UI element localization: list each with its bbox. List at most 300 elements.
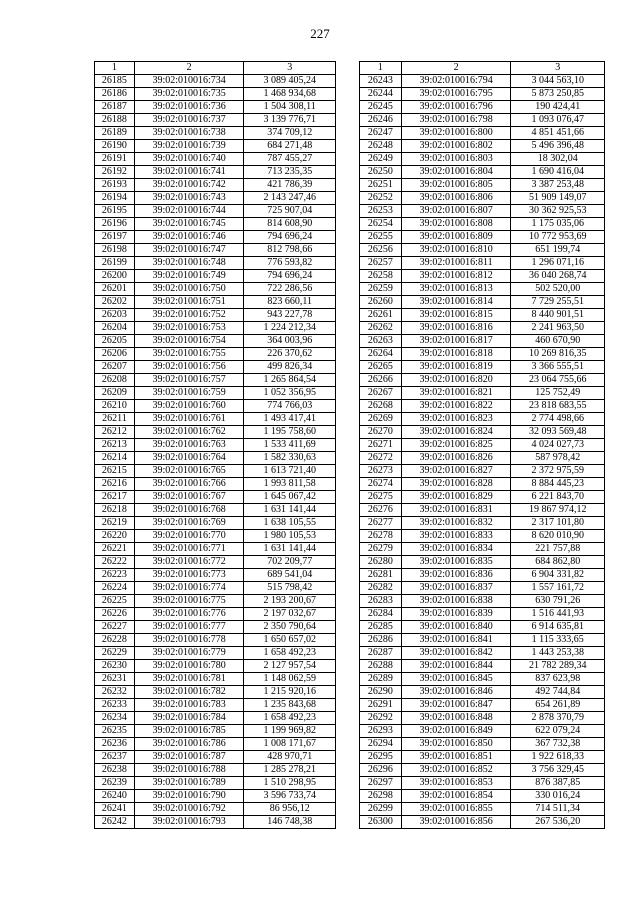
- table-row: [360, 738, 605, 751]
- cadastral-number-cell: 39:02:010016:765: [134, 465, 244, 478]
- value-cell: 21 782 289,34: [511, 660, 605, 673]
- value-cell: 267 536,20: [511, 816, 605, 829]
- value-cell: 23 064 755,66: [511, 374, 605, 387]
- cadastral-number-cell: 39:02:010016:784: [134, 712, 244, 725]
- row-number-cell: 26278: [360, 530, 402, 543]
- cadastral-number-cell: 39:02:010016:819: [401, 361, 511, 374]
- value-cell: 5 873 250,85: [511, 88, 605, 101]
- cadastral-number-cell: 39:02:010016:763: [134, 439, 244, 452]
- value-cell: 1 658 492,23: [244, 712, 336, 725]
- cadastral-number-cell: 39:02:010016:748: [134, 257, 244, 270]
- value-cell: 2 143 247,46: [244, 192, 336, 205]
- value-cell: 1 510 298,95: [244, 777, 336, 790]
- table-row: [95, 361, 336, 374]
- cadastral-number-cell: 39:02:010016:850: [401, 738, 511, 751]
- cadastral-number-cell: 39:02:010016:826: [401, 452, 511, 465]
- cadastral-number-cell: 39:02:010016:838: [401, 595, 511, 608]
- row-number-cell: 26241: [95, 803, 135, 816]
- table-row: [95, 322, 336, 335]
- value-cell: 8 440 901,51: [511, 309, 605, 322]
- row-number-cell: 26276: [360, 504, 402, 517]
- cadastral-number-cell: 39:02:010016:821: [401, 387, 511, 400]
- cadastral-number-cell: 39:02:010016:769: [134, 517, 244, 530]
- table-row: [95, 569, 336, 582]
- value-cell: 2 317 101,80: [511, 517, 605, 530]
- table-row: [360, 88, 605, 101]
- row-number-cell: 26214: [95, 452, 135, 465]
- row-number-cell: 26191: [95, 153, 135, 166]
- value-cell: 515 798,42: [244, 582, 336, 595]
- table-row: [95, 582, 336, 595]
- value-cell: 374 709,12: [244, 127, 336, 140]
- value-cell: 1 516 441,93: [511, 608, 605, 621]
- table-row: [360, 569, 605, 582]
- cadastral-number-cell: 39:02:010016:818: [401, 348, 511, 361]
- cadastral-number-cell: 39:02:010016:742: [134, 179, 244, 192]
- row-number-cell: 26274: [360, 478, 402, 491]
- table-row: [360, 374, 605, 387]
- row-number-cell: 26266: [360, 374, 402, 387]
- cadastral-number-cell: 39:02:010016:762: [134, 426, 244, 439]
- table-row: [95, 777, 336, 790]
- value-cell: 1 638 105,55: [244, 517, 336, 530]
- value-cell: 1 613 721,40: [244, 465, 336, 478]
- value-cell: 226 370,62: [244, 348, 336, 361]
- cadastral-number-cell: 39:02:010016:734: [134, 75, 244, 88]
- value-cell: 6 221 843,70: [511, 491, 605, 504]
- value-cell: 1 235 843,68: [244, 699, 336, 712]
- table-row: [360, 725, 605, 738]
- cadastral-number-cell: 39:02:010016:755: [134, 348, 244, 361]
- cadastral-number-cell: 39:02:010016:793: [134, 816, 244, 829]
- row-number-cell: 26279: [360, 543, 402, 556]
- value-cell: 2 878 370,79: [511, 712, 605, 725]
- cadastral-number-cell: 39:02:010016:820: [401, 374, 511, 387]
- table-row: [360, 257, 605, 270]
- table-row: [95, 595, 336, 608]
- value-cell: 684 862,80: [511, 556, 605, 569]
- cadastral-number-cell: 39:02:010016:853: [401, 777, 511, 790]
- row-number-cell: 26210: [95, 400, 135, 413]
- row-number-cell: 26194: [95, 192, 135, 205]
- table-row: [95, 660, 336, 673]
- table-row: [95, 556, 336, 569]
- table-row: [360, 530, 605, 543]
- table-row: [360, 673, 605, 686]
- value-cell: 3 387 253,48: [511, 179, 605, 192]
- table-row: [95, 179, 336, 192]
- cadastral-number-cell: 39:02:010016:744: [134, 205, 244, 218]
- column-header-2: 2: [401, 62, 511, 75]
- table-row: [360, 452, 605, 465]
- value-cell: 8 620 010,90: [511, 530, 605, 543]
- table-row: [360, 699, 605, 712]
- table-row: [95, 413, 336, 426]
- table-row: [360, 361, 605, 374]
- row-number-cell: 26221: [95, 543, 135, 556]
- table-row: [360, 218, 605, 231]
- row-number-cell: 26224: [95, 582, 135, 595]
- row-number-cell: 26258: [360, 270, 402, 283]
- table-row: [360, 608, 605, 621]
- table-row: [95, 127, 336, 140]
- row-number-cell: 26247: [360, 127, 402, 140]
- cadastral-number-cell: 39:02:010016:813: [401, 283, 511, 296]
- value-cell: 364 003,96: [244, 335, 336, 348]
- row-number-cell: 26298: [360, 790, 402, 803]
- table-row: [95, 244, 336, 257]
- cadastral-number-cell: 39:02:010016:807: [401, 205, 511, 218]
- cadastral-number-cell: 39:02:010016:828: [401, 478, 511, 491]
- row-number-cell: 26195: [95, 205, 135, 218]
- cadastral-number-cell: 39:02:010016:815: [401, 309, 511, 322]
- table-row: [95, 75, 336, 88]
- table-row: [360, 478, 605, 491]
- value-cell: 367 732,38: [511, 738, 605, 751]
- value-cell: 18 302,04: [511, 153, 605, 166]
- value-cell: 1 265 864,54: [244, 374, 336, 387]
- row-number-cell: 26201: [95, 283, 135, 296]
- cadastral-number-cell: 39:02:010016:802: [401, 140, 511, 153]
- value-cell: 3 596 733,74: [244, 790, 336, 803]
- table-row: [360, 491, 605, 504]
- value-cell: 1 195 758,60: [244, 426, 336, 439]
- cadastral-number-cell: 39:02:010016:750: [134, 283, 244, 296]
- table-row: [95, 374, 336, 387]
- table-row: [95, 491, 336, 504]
- cadastral-number-cell: 39:02:010016:752: [134, 309, 244, 322]
- cadastral-number-cell: 39:02:010016:764: [134, 452, 244, 465]
- value-cell: 1 650 657,02: [244, 634, 336, 647]
- value-cell: 1 922 618,33: [511, 751, 605, 764]
- row-number-cell: 26251: [360, 179, 402, 192]
- table-row: [360, 660, 605, 673]
- cadastral-number-cell: 39:02:010016:779: [134, 647, 244, 660]
- row-number-cell: 26209: [95, 387, 135, 400]
- table-row: [360, 400, 605, 413]
- value-cell: 630 791,26: [511, 595, 605, 608]
- cadastral-number-cell: 39:02:010016:804: [401, 166, 511, 179]
- value-cell: 1 148 062,59: [244, 673, 336, 686]
- row-number-cell: 26273: [360, 465, 402, 478]
- row-number-cell: 26211: [95, 413, 135, 426]
- table-row: [95, 439, 336, 452]
- cadastral-number-cell: 39:02:010016:851: [401, 751, 511, 764]
- table-row: [360, 504, 605, 517]
- cadastral-number-cell: 39:02:010016:745: [134, 218, 244, 231]
- row-number-cell: 26223: [95, 569, 135, 582]
- row-number-cell: 26216: [95, 478, 135, 491]
- row-number-cell: 26203: [95, 309, 135, 322]
- table-row: [360, 751, 605, 764]
- table-row: [95, 504, 336, 517]
- cadastral-number-cell: 39:02:010016:778: [134, 634, 244, 647]
- cadastral-number-cell: 39:02:010016:832: [401, 517, 511, 530]
- cadastral-number-cell: 39:02:010016:803: [401, 153, 511, 166]
- column-header-1: 1: [95, 62, 135, 75]
- row-number-cell: 26213: [95, 439, 135, 452]
- value-cell: 460 670,90: [511, 335, 605, 348]
- row-number-cell: 26186: [95, 88, 135, 101]
- table-row: [360, 582, 605, 595]
- value-cell: 5 496 396,48: [511, 140, 605, 153]
- cadastral-number-cell: 39:02:010016:837: [401, 582, 511, 595]
- row-number-cell: 26234: [95, 712, 135, 725]
- value-cell: 587 978,42: [511, 452, 605, 465]
- table-row: [360, 790, 605, 803]
- value-cell: 787 455,27: [244, 153, 336, 166]
- table-row: [360, 192, 605, 205]
- column-header-2: 2: [134, 62, 244, 75]
- table-row: [95, 673, 336, 686]
- cadastral-table-left: [94, 61, 336, 829]
- value-cell: 1 468 934,68: [244, 88, 336, 101]
- table-row: [95, 270, 336, 283]
- row-number-cell: 26226: [95, 608, 135, 621]
- row-number-cell: 26297: [360, 777, 402, 790]
- cadastral-number-cell: 39:02:010016:798: [401, 114, 511, 127]
- table-row: [360, 387, 605, 400]
- page-number: 227: [310, 26, 330, 41]
- value-cell: 1 115 333,65: [511, 634, 605, 647]
- cadastral-number-cell: 39:02:010016:782: [134, 686, 244, 699]
- row-number-cell: 26261: [360, 309, 402, 322]
- value-cell: 221 757,88: [511, 543, 605, 556]
- value-cell: 125 752,49: [511, 387, 605, 400]
- row-number-cell: 26250: [360, 166, 402, 179]
- table-row: [360, 621, 605, 634]
- value-cell: 499 826,34: [244, 361, 336, 374]
- value-cell: 876 387,85: [511, 777, 605, 790]
- row-number-cell: 26200: [95, 270, 135, 283]
- value-cell: 10 269 816,35: [511, 348, 605, 361]
- value-cell: 4 851 451,66: [511, 127, 605, 140]
- cadastral-number-cell: 39:02:010016:774: [134, 582, 244, 595]
- value-cell: 2 197 032,67: [244, 608, 336, 621]
- cadastral-number-cell: 39:02:010016:770: [134, 530, 244, 543]
- cadastral-number-cell: 39:02:010016:855: [401, 803, 511, 816]
- table-row: [360, 803, 605, 816]
- cadastral-number-cell: 39:02:010016:749: [134, 270, 244, 283]
- value-cell: 2 372 975,59: [511, 465, 605, 478]
- column-header-1: 1: [360, 62, 402, 75]
- table-row: [360, 634, 605, 647]
- value-cell: 1 493 417,41: [244, 413, 336, 426]
- cadastral-number-cell: 39:02:010016:796: [401, 101, 511, 114]
- row-number-cell: 26283: [360, 595, 402, 608]
- table-row: [360, 413, 605, 426]
- table-row: [95, 647, 336, 660]
- table-row: [360, 686, 605, 699]
- table-row: [95, 387, 336, 400]
- row-number-cell: 26299: [360, 803, 402, 816]
- cadastral-number-cell: 39:02:010016:775: [134, 595, 244, 608]
- value-cell: 6 914 635,81: [511, 621, 605, 634]
- value-cell: 3 366 555,51: [511, 361, 605, 374]
- cadastral-number-cell: 39:02:010016:809: [401, 231, 511, 244]
- cadastral-number-cell: 39:02:010016:812: [401, 270, 511, 283]
- cadastral-number-cell: 39:02:010016:795: [401, 88, 511, 101]
- table-row: [360, 101, 605, 114]
- row-number-cell: 26282: [360, 582, 402, 595]
- cadastral-number-cell: 39:02:010016:736: [134, 101, 244, 114]
- cadastral-number-cell: 39:02:010016:766: [134, 478, 244, 491]
- cadastral-number-cell: 39:02:010016:780: [134, 660, 244, 673]
- table-row: [95, 816, 336, 829]
- row-number-cell: 26225: [95, 595, 135, 608]
- table-row: [95, 426, 336, 439]
- row-number-cell: 26262: [360, 322, 402, 335]
- table-row: [360, 127, 605, 140]
- row-number-cell: 26286: [360, 634, 402, 647]
- cadastral-number-cell: 39:02:010016:746: [134, 231, 244, 244]
- row-number-cell: 26190: [95, 140, 135, 153]
- cadastral-number-cell: 39:02:010016:849: [401, 725, 511, 738]
- value-cell: 8 884 445,23: [511, 478, 605, 491]
- value-cell: 2 127 957,54: [244, 660, 336, 673]
- row-number-cell: 26232: [95, 686, 135, 699]
- value-cell: 722 286,56: [244, 283, 336, 296]
- row-number-cell: 26185: [95, 75, 135, 88]
- value-cell: 32 093 569,48: [511, 426, 605, 439]
- cadastral-number-cell: 39:02:010016:754: [134, 335, 244, 348]
- table-row: [360, 270, 605, 283]
- value-cell: 30 362 925,53: [511, 205, 605, 218]
- cadastral-number-cell: 39:02:010016:783: [134, 699, 244, 712]
- table-row: [95, 218, 336, 231]
- table-row: [95, 257, 336, 270]
- value-cell: 3 756 329,45: [511, 764, 605, 777]
- cadastral-number-cell: 39:02:010016:753: [134, 322, 244, 335]
- row-number-cell: 26188: [95, 114, 135, 127]
- cadastral-number-cell: 39:02:010016:790: [134, 790, 244, 803]
- value-cell: 1 443 253,38: [511, 647, 605, 660]
- cadastral-number-cell: 39:02:010016:781: [134, 673, 244, 686]
- table-row: [360, 166, 605, 179]
- row-number-cell: 26197: [95, 231, 135, 244]
- row-number-cell: 26295: [360, 751, 402, 764]
- value-cell: 794 696,24: [244, 231, 336, 244]
- table-row: [360, 816, 605, 829]
- row-number-cell: 26233: [95, 699, 135, 712]
- table-row: [360, 439, 605, 452]
- table-row: [360, 517, 605, 530]
- table-row: [360, 296, 605, 309]
- row-number-cell: 26263: [360, 335, 402, 348]
- cadastral-number-cell: 39:02:010016:825: [401, 439, 511, 452]
- value-cell: 23 818 683,55: [511, 400, 605, 413]
- row-number-cell: 26284: [360, 608, 402, 621]
- row-number-cell: 26222: [95, 556, 135, 569]
- cadastral-table-right: [359, 61, 605, 829]
- table-row: [95, 283, 336, 296]
- cadastral-number-cell: 39:02:010016:836: [401, 569, 511, 582]
- cadastral-number-cell: 39:02:010016:760: [134, 400, 244, 413]
- cadastral-number-cell: 39:02:010016:761: [134, 413, 244, 426]
- row-number-cell: 26288: [360, 660, 402, 673]
- table-row: [360, 712, 605, 725]
- value-cell: 713 235,35: [244, 166, 336, 179]
- row-number-cell: 26198: [95, 244, 135, 257]
- row-number-cell: 26212: [95, 426, 135, 439]
- value-cell: 943 227,78: [244, 309, 336, 322]
- row-number-cell: 26231: [95, 673, 135, 686]
- cadastral-number-cell: 39:02:010016:854: [401, 790, 511, 803]
- table-row: [95, 205, 336, 218]
- row-number-cell: 26206: [95, 348, 135, 361]
- table-row: [95, 725, 336, 738]
- cadastral-number-cell: 39:02:010016:816: [401, 322, 511, 335]
- cadastral-number-cell: 39:02:010016:834: [401, 543, 511, 556]
- value-cell: 7 729 255,51: [511, 296, 605, 309]
- cadastral-number-cell: 39:02:010016:814: [401, 296, 511, 309]
- row-number-cell: 26289: [360, 673, 402, 686]
- cadastral-number-cell: 39:02:010016:739: [134, 140, 244, 153]
- table-row: [95, 543, 336, 556]
- row-number-cell: 26291: [360, 699, 402, 712]
- value-cell: 2 193 200,67: [244, 595, 336, 608]
- cadastral-number-cell: 39:02:010016:789: [134, 777, 244, 790]
- table-row: [360, 348, 605, 361]
- row-number-cell: 26242: [95, 816, 135, 829]
- row-number-cell: 26235: [95, 725, 135, 738]
- cadastral-number-cell: 39:02:010016:822: [401, 400, 511, 413]
- cadastral-number-cell: 39:02:010016:787: [134, 751, 244, 764]
- value-cell: 1 980 105,53: [244, 530, 336, 543]
- table-row: [95, 712, 336, 725]
- row-number-cell: 26268: [360, 400, 402, 413]
- row-number-cell: 26189: [95, 127, 135, 140]
- value-cell: 1 215 920,16: [244, 686, 336, 699]
- row-number-cell: 26285: [360, 621, 402, 634]
- table-row: [95, 400, 336, 413]
- table-row: [360, 153, 605, 166]
- header-row: [95, 62, 336, 75]
- row-number-cell: 26207: [95, 361, 135, 374]
- row-number-cell: 26236: [95, 738, 135, 751]
- cadastral-number-cell: 39:02:010016:839: [401, 608, 511, 621]
- value-cell: 51 909 149,07: [511, 192, 605, 205]
- value-cell: 1 533 411,69: [244, 439, 336, 452]
- cadastral-number-cell: 39:02:010016:808: [401, 218, 511, 231]
- row-number-cell: 26228: [95, 634, 135, 647]
- cadastral-number-cell: 39:02:010016:810: [401, 244, 511, 257]
- value-cell: 1 993 811,58: [244, 478, 336, 491]
- row-number-cell: 26220: [95, 530, 135, 543]
- cadastral-number-cell: 39:02:010016:824: [401, 426, 511, 439]
- value-cell: 812 798,66: [244, 244, 336, 257]
- cadastral-number-cell: 39:02:010016:771: [134, 543, 244, 556]
- value-cell: 502 520,00: [511, 283, 605, 296]
- cadastral-number-cell: 39:02:010016:757: [134, 374, 244, 387]
- value-cell: 10 772 953,69: [511, 231, 605, 244]
- table-row: [95, 608, 336, 621]
- table-row: [95, 699, 336, 712]
- cadastral-number-cell: 39:02:010016:817: [401, 335, 511, 348]
- row-number-cell: 26193: [95, 179, 135, 192]
- value-cell: 1 093 076,47: [511, 114, 605, 127]
- row-number-cell: 26253: [360, 205, 402, 218]
- row-number-cell: 26272: [360, 452, 402, 465]
- row-number-cell: 26217: [95, 491, 135, 504]
- cadastral-number-cell: 39:02:010016:792: [134, 803, 244, 816]
- value-cell: 684 271,48: [244, 140, 336, 153]
- cadastral-number-cell: 39:02:010016:846: [401, 686, 511, 699]
- value-cell: 2 350 790,64: [244, 621, 336, 634]
- table-row: [360, 777, 605, 790]
- value-cell: 1 631 141,44: [244, 543, 336, 556]
- value-cell: 814 608,90: [244, 218, 336, 231]
